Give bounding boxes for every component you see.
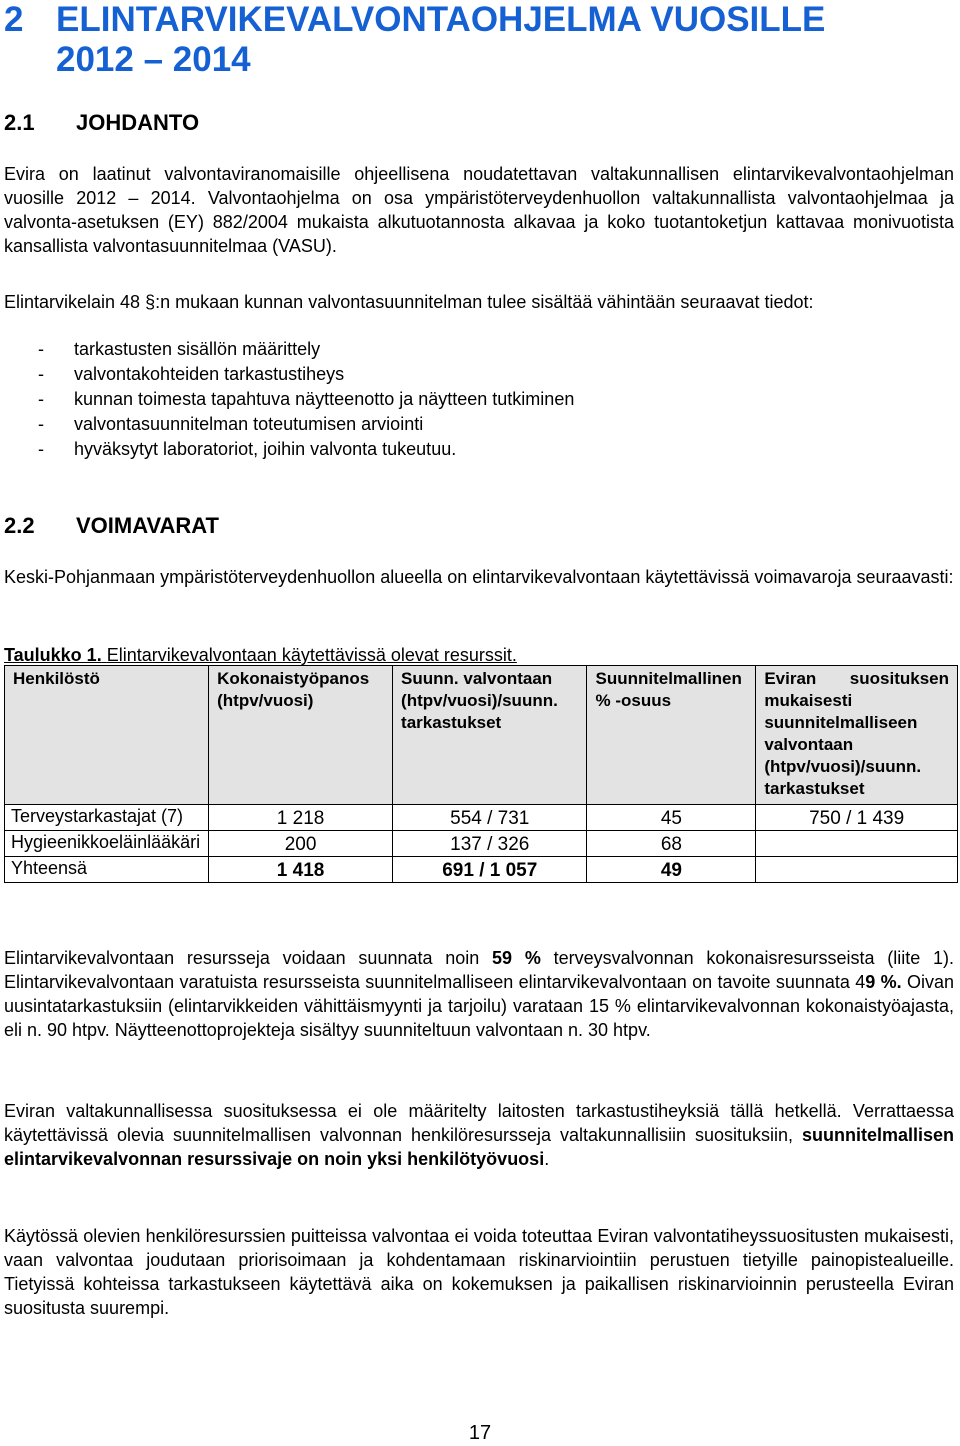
paragraph-resources-intro: Keski-Pohjanmaan ympäristöterveydenhuollon alueella on elintarvikevalvontaan käytettävissä voimavaroja seuraavasti:: [4, 567, 954, 587]
section-number: 2.1: [4, 110, 35, 135]
page-number: 17: [468, 1422, 492, 1444]
table-row: [5, 805, 958, 831]
paragraph-resource-allocation: Elintarvikevalvontaan resursseja voidaan suunnata noin 59 % terveysvalvonnan kokonaisresursseista (liite 1). Elintarvikevalvontaan varatuista resursseista suunnitelmalliseen elintarvikevalvontaan on tavoite suunnata 49 %. Oivan uusintatarkastuksiin (elintarvikkeiden vähittäismyynti ja tarjoilu) varataan 15 % elintarvikevalvonnan kokonaistyöajasta, eli n. 90 htpv. Näytteenottoprojekteja sisältyy suunniteltuun valvontaan n. 30 htpv.: [4, 948, 955, 1040]
column-header: Suunnitelmallinen % -osuus: [587, 666, 756, 805]
list-item: - valvontakohteiden tarkastustiheys: [38, 364, 345, 384]
paragraph-prioritization: Käytössä olevien henkilöresurssien puitteissa valvontaa ei voida toteuttaa Eviran valvontatiheyssuositusten mukaisesti, vaan valvontaa joudutaan priorisoimaan ja kohdentamaan riskinarviointiin perustuen tietyille painopistealueille. Tietyissä kohteissa tarkastukseen käytettävä aika on kokemuksen ja paikallisen riskinarvioinnin perusteella Eviran suositusta suurempi.: [4, 1226, 954, 1318]
heading-number: 2: [4, 0, 24, 39]
paragraph-law: Elintarvikelain 48 §:n mukaan kunnan valvontasuunnitelman tulee sisältää vähintään seuraavat tiedot:: [4, 292, 814, 312]
table-row-total: [5, 857, 958, 883]
column-header: Henkilöstö: [5, 666, 209, 805]
column-header: Kokonaistyöpanos (htpv/vuosi): [209, 666, 393, 805]
table-cell: 691 / 1 057: [393, 857, 587, 883]
heading-title-line2: 2012 – 2014: [56, 40, 251, 79]
resources-table: [4, 665, 958, 883]
table-cell: 49: [587, 857, 756, 883]
row-label: Yhteensä: [5, 857, 209, 883]
requirements-list: [4, 337, 954, 462]
table-cell: [756, 857, 958, 883]
section-number: 2.2: [4, 513, 35, 538]
table-cell: 1 418: [209, 857, 393, 883]
list-item: - kunnan toimesta tapahtuva näytteenotto ja näytteen tutkiminen: [38, 389, 575, 409]
column-header: Suunn. valvontaan (htpv/vuosi)/suunn. tarkastukset: [393, 666, 587, 805]
section-heading-johdanto: [4, 110, 199, 136]
list-item: - hyväksytyt laboratoriot, joihin valvonta tukeutuu.: [38, 439, 457, 459]
section-title: JOHDANTO: [76, 110, 200, 135]
paragraph-intro: Evira on laatinut valvontaviranomaisille ohjeellisena noudatettavan valtakunnallisen elintarvikevalvontaohjelman vuosille 2012 – 2014. Valvontaohjelma on osa ympäristöterveydenhuollon valtakunnallista valvontaohjelmaa ja valvonta-asetuksen (EY) 882/2004 mukaista alkutuotannosta alkavaa ja koko tuotantoketjun kattavaa monivuotista kansallista valvontasuunnitelmaa (VASU).: [4, 164, 954, 256]
table-cell: [756, 831, 958, 857]
column-header: Eviran suosituksen mukaisesti suunnitelmalliseen valvontaan (htpv/vuosi)/suunn. tarkastukset: [756, 666, 958, 805]
row-label: Hygieenikkoeläinlääkäri: [5, 831, 209, 857]
list-item: - valvontasuunnitelman toteutumisen arviointi: [38, 414, 424, 434]
table-cell: 137 / 326: [393, 831, 587, 857]
row-label: Terveystarkastajat (7): [5, 805, 209, 831]
table-cell: 45: [587, 805, 756, 831]
section-title: VOIMAVARAT: [76, 513, 219, 538]
heading-title-line1: ELINTARVIKEVALVONTAOHJELMA VUOSILLE: [56, 0, 826, 39]
table-cell: 1 218: [209, 805, 393, 831]
table-cell: 750 / 1 439: [756, 805, 958, 831]
paragraph-resource-gap: Eviran valtakunnallisessa suosituksessa ei ole määritelty laitosten tarkastustiheyksiä tällä hetkellä. Verrattaessa käytettävissä olevia suunnitelmallisen valvonnan henkilöresursseja valtakunnallisiin suosituksiin, suunnitelmallisen elintarvikevalvonnan resurssivaje on noin yksi henkilötyövuosi.: [4, 1101, 954, 1169]
section-heading-voimavarat: [4, 513, 219, 539]
table-row: [5, 831, 958, 857]
table-header-row: [5, 666, 958, 805]
table-caption: Taulukko 1. Elintarvikevalvontaan käytettävissä olevat resurssit.: [4, 645, 517, 665]
list-item: - tarkastusten sisällön määrittely: [38, 339, 321, 359]
table-cell: 554 / 731: [393, 805, 587, 831]
table-cell: 68: [587, 831, 756, 857]
page-title: [4, 0, 954, 80]
table-cell: 200: [209, 831, 393, 857]
